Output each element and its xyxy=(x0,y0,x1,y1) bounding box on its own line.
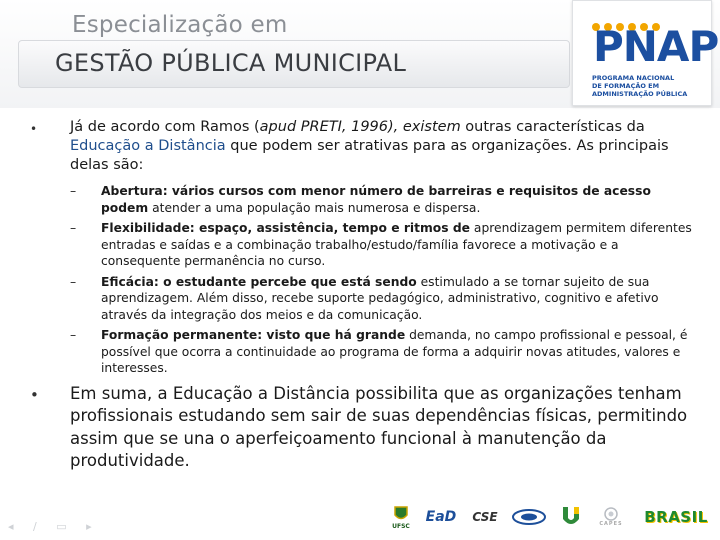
citation-text: apud PRETI, 1996), existem xyxy=(259,119,461,135)
cse-logo xyxy=(468,500,502,534)
ufsc-crest-icon xyxy=(393,505,409,523)
sub-item-text: estimulado a se tornar sujeito de sua aprendizagem. Além disso, recebe suporte pedagógico, administrativo, cognitivo e afetivo através da integração dos meios e da comunicação. xyxy=(101,274,659,322)
text-run: Já de acordo com Ramos ( xyxy=(70,119,260,135)
oval-emblem-icon xyxy=(511,508,547,526)
capes-logo xyxy=(592,500,630,534)
ufsc-logo xyxy=(388,500,414,534)
sub-item-bold: Abertura: vários cursos com menor número de barreiras e requisitos de acesso podem xyxy=(101,184,651,215)
dash-marker: – xyxy=(70,274,77,289)
brasil-logo xyxy=(638,500,714,534)
bullet-1 xyxy=(26,118,696,175)
dash-marker: – xyxy=(70,221,77,235)
ead-logo xyxy=(422,500,460,534)
partner-u-logo xyxy=(558,500,584,534)
pnap-caption-line: DE FORMAÇÃO EM xyxy=(592,82,660,90)
text-run: que podem ser atrativas para as organizações. As principais delas são: xyxy=(70,138,669,173)
bullet-2-text: Em suma, a Educação a Distância possibilita que as organizações tenham profissionais estudando sem sair de suas dependências físicas, permitindo assim que se una o aperfeiçoamento funcional à manutenção da produtividade. xyxy=(70,383,688,470)
u-emblem-icon xyxy=(560,505,582,529)
capes-emblem-icon xyxy=(599,507,623,521)
ead-label: EaD xyxy=(425,509,457,525)
pnap-caption-line: ADMINISTRAÇÃO PÚBLICA xyxy=(592,90,688,98)
dash-marker: – xyxy=(70,328,77,342)
text-run: outras características da xyxy=(460,119,645,135)
sub-item-text: aprendizagem permitem diferentes entradas e saídas e a combinação trabalho/estudo/família favorece a motivação e a consequente permanência no curso. xyxy=(101,221,692,268)
sub-item-bold: Eficácia: o estudante percebe que está sendo xyxy=(101,274,417,289)
brasil-label: BRASIL xyxy=(644,508,708,526)
sub-item-bold: Flexibilidade: espaço, assistência, tempo e ritmos de xyxy=(101,221,470,235)
sub-item xyxy=(70,274,696,324)
bullet-1-text xyxy=(70,118,696,175)
highlight-text: Educação a Distância xyxy=(70,138,226,154)
sub-item xyxy=(70,183,696,216)
ufsc-label: UFSC xyxy=(392,522,410,530)
partner-logos xyxy=(388,500,714,534)
pnap-logo-word: PNAP xyxy=(593,22,719,71)
course-subtitle: Especialização em xyxy=(72,12,288,38)
dash-marker: – xyxy=(70,184,77,198)
pnap-caption-line: PROGRAMA NACIONAL xyxy=(592,74,675,82)
partner-oval-logo xyxy=(510,500,548,534)
bullet-2 xyxy=(26,383,696,473)
slide-content xyxy=(26,118,696,473)
sub-list xyxy=(70,183,696,377)
bullet-dot: • xyxy=(30,122,38,136)
sub-item xyxy=(70,220,696,270)
sub-item-text: demanda, no campo profissional e pessoal, é possível que ocorra a continuidade ao programa de forma a adquirir novas atitudes, valores e interesses. xyxy=(101,328,688,375)
pnap-logo-caption xyxy=(592,74,702,98)
sub-item-bold: Formação permanente: visto que há grande xyxy=(101,328,406,342)
sub-item-text: atender a uma população mais numerosa e dispersa. xyxy=(148,200,481,215)
slide-nav-controls[interactable]: ◂ ∕ ▭ ▸ xyxy=(8,520,100,533)
bullet-dot: • xyxy=(30,385,39,404)
cse-label: CSE xyxy=(472,510,498,524)
slide-title: GESTÃO PÚBLICA MUNICIPAL xyxy=(55,49,407,77)
capes-label: CAPES xyxy=(599,521,623,527)
sub-item xyxy=(70,327,696,377)
